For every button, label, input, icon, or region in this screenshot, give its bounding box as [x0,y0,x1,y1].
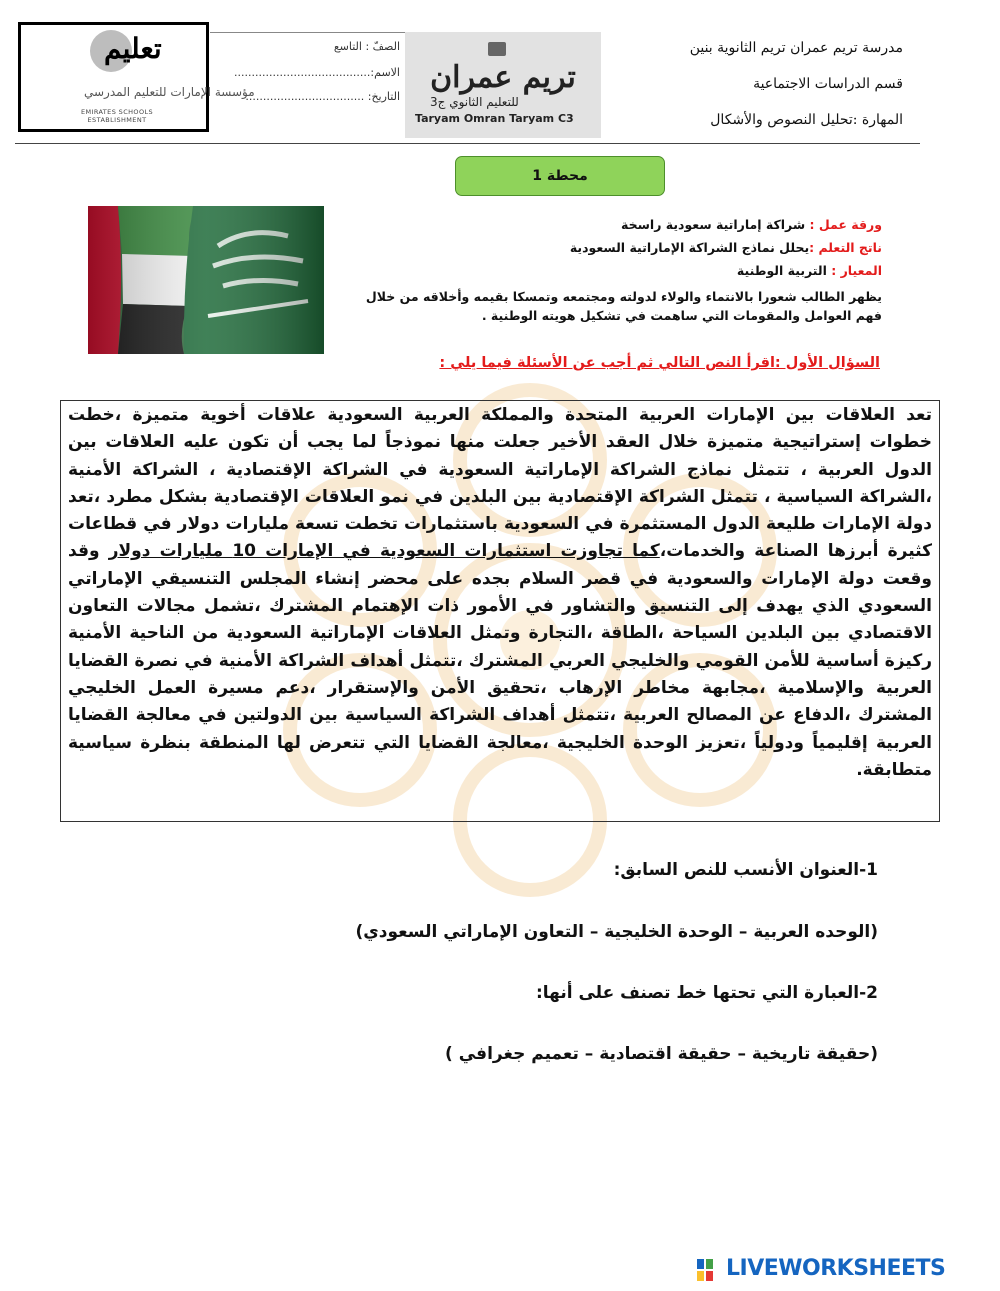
establishment-name-ar: مؤسسة الإمارات للتعليم المدرسي [84,85,255,99]
name-field[interactable]: الاسم:....................................... [234,66,400,79]
grade-field: الصفّ : التاسع [333,40,400,53]
passage-part-1: تعد العلاقات بين الإمارات العربية المتحدة والمملكة العربية السعودية علاقات أخوية متميزة ،خطت خطوات إستراتيجية متميزة خلال العقد الأخير جعلت منها نموذجاً لما يجب أن تكون عليه العلاقات بين الدول العربية ، تتمثل نماذج الشراكة الإماراتية السعودية في الشراكة الإقتصادية ، الشراكة الأمنية ،الشراكة السياسية ، تتمثل الشراكة الإقتصادية بين البلدين في نمو العلاقات الإقتصادية بشكل مطرد ،تعد دولة الإمارات طليعة الدول المستثمرة في السعودية باستثمارات تخطت تسعة مليارات دولار في قطاعات كثيرة أبرزها الصناعة والخدمات، [68,405,933,562]
header-divider [15,143,920,144]
question-1-prompt: 1-العنوان الأنسب للنص السابق: [613,860,878,880]
date-field[interactable]: التاريخ: .................................. [245,90,400,103]
question-1-options[interactable]: (الوحده العربية – الوحدة الخليجية – التعاون الإماراتي السعودي) [355,922,878,942]
passage-underlined-statement: كما تجاوزت استثمارات السعودية في الإمارات 10 مليارات دولار [108,541,660,562]
liveworksheets-logo-icon [697,1259,723,1281]
school-logo-subtitle: للتعليم الثانوي ج3 [430,95,519,109]
standard-label: المعيار : [831,263,882,278]
school-logo-mark-icon [488,42,506,56]
learning-outcome-value: يحلل نماذج الشراكة الإماراتية السعودية [569,240,810,255]
worksheet-title-label: ورقة عمل : [809,217,882,232]
school-logo-english: Taryam Omran Taryam C3 [415,112,574,125]
standard-value: التربية الوطنية [736,263,827,278]
worksheet-title-value: شراكة إماراتية سعودية راسخة [621,217,806,232]
school-name: مدرسة تريم عمران تريم الثانوية بنين [689,40,903,56]
standard [737,263,882,278]
liveworksheets-brand[interactable]: LIVEWORKSHEETS [726,1256,946,1281]
skill-label: المهارة :تحليل النصوص والأشكال [710,112,903,128]
question-one-title: السؤال الأول :اقرأ النص التالي ثم أجب عن الأسئلة فيما يلي : [439,355,880,371]
station-button[interactable]: محطة 1 [455,156,665,196]
question-2-prompt: 2-العبارة التي تحتها خط تصنف على أنها: [535,983,878,1003]
learning-outcome [570,240,882,255]
standard-description: يظهر الطالب شعورا بالانتماء والولاء لدولته ومجتمعه وتمسكا بقيمه وأخلاقه من خلال فهم العوامل والمقومات التي ساهمت في تشكيل هويته الوطنية . [365,289,882,323]
department-name: قسم الدراسات الاجتماعية [753,76,903,92]
worksheet-title [621,217,882,232]
establishment-name-en: EMIRATES SCHOOLS ESTABLISHMENT [80,108,154,124]
question-2-options[interactable]: (حقيقة تاريخية – حقيقة اقتصادية – تعميم جغرافي ) [445,1044,878,1064]
passage-part-2: وقد وقعت دولة الإمارات والسعودية في قصر السلام بجده على محضر إنشاء المجلس التنسيقي الإماراتي السعودي الذي يهدف إلى التنسيق والتشاور في الأمور ذات الإهتمام المشترك ،تشمل مجالات التعاون الاقتصادي بين البلدين السياحة ،الطاقة ،التجارة وتمثل العلاقات الإماراتية السعودية من الناحية الأمنية ركيزة أساسية للأمن القومي والخليجي العربي المشترك ،تتمثل أهداف الشراكة الأمنية في نصرة القضايا العربية والإسلامية ،مجابهة مخاطر الإرهاب ،تحقيق الأمن والإستقرار ،دعم مسيرة العمل الخليجي المشترك ،الدفاع عن المصالح العربية ،تتمثل أهداف الشراكة السياسية بين الدولتين في معالجة القضايا العربية إقليمياً ودولياً ،تعزيز الوحدة الخليجية ،معالجة القضايا التي تتعرض لها المنطقة بنظرة سياسية متطابقة. [68,541,932,780]
reading-passage [68,402,932,784]
school-logo-name: تريم عمران [430,60,576,95]
ministry-logo-text: تعليم [104,32,162,65]
learning-outcome-label: ناتج التعلم : [809,240,882,255]
